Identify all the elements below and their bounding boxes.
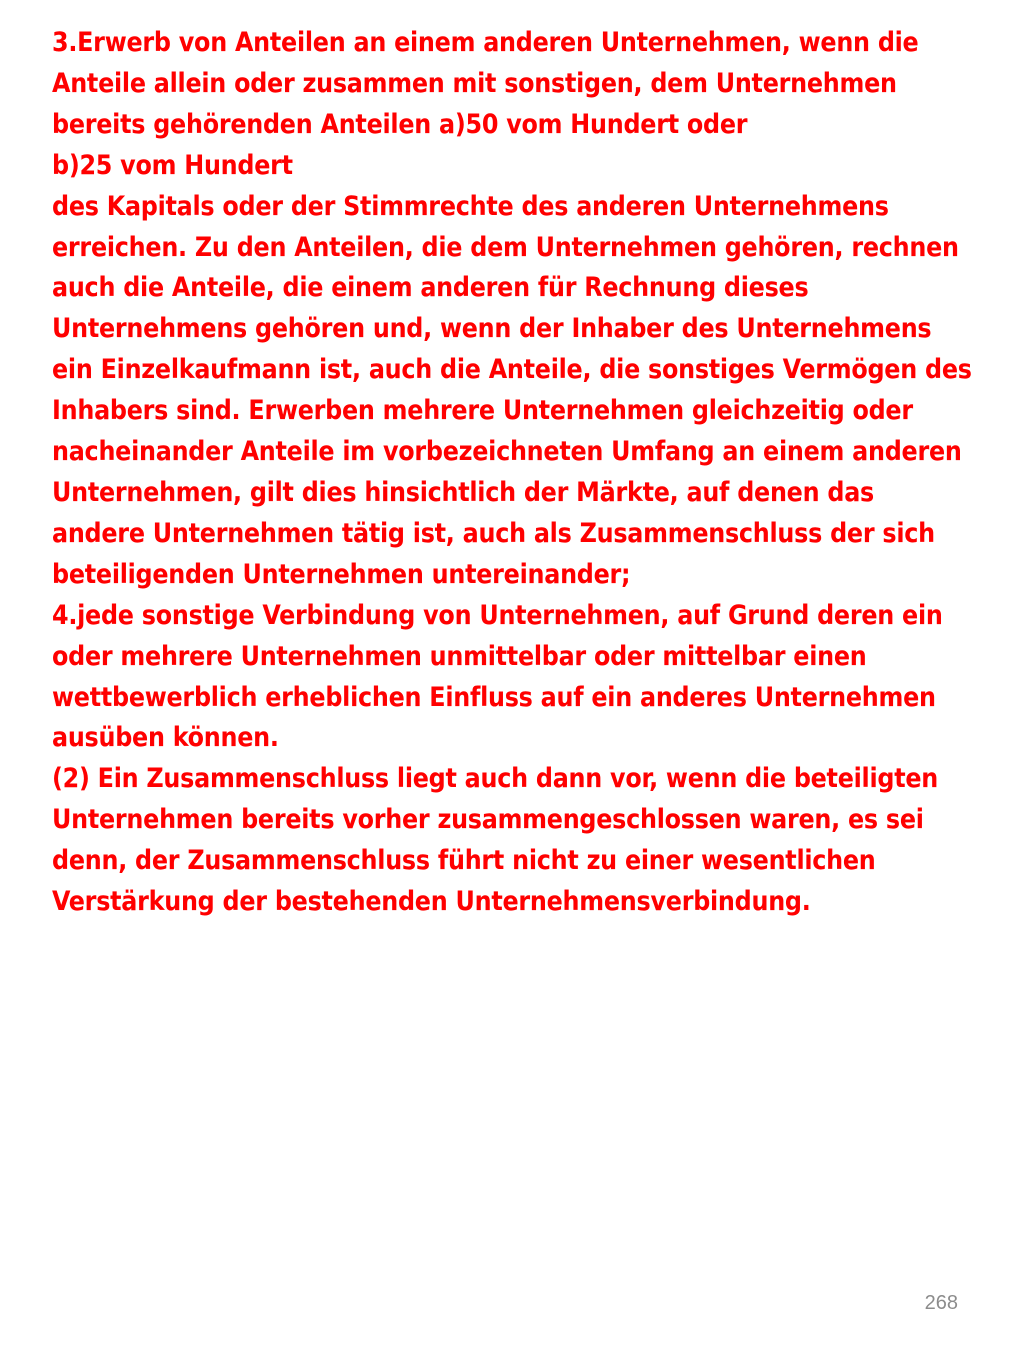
slide-body-text <box>52 23 972 923</box>
paragraph-capital-voting-rights: des Kapitals oder der Stimmrechte des anderen Unternehmens erreichen. Zu den Anteilen, die dem Unternehmen gehören, rechnen auch die Anteile, die einem anderen für Rechnung dieses Unternehmens gehören und, wenn der Inhaber des Unternehmens ein Einzelkaufmann ist, auch die Anteile, die sonstiges Vermögen des Inhabers sind. Erwerben mehrere Unternehmen gleichzeitig oder nacheinander Anteile im vorbezeichneten Umfang an einem anderen Unternehmen, gilt dies hinsichtlich der Märkte, auf denen das andere Unternehmen tätig ist, auch als Zusammenschluss der sich beteiligenden Unternehmen untereinander; <box>52 190 972 590</box>
paragraph-section-2: (2) Ein Zusammenschluss liegt auch dann vor, wenn die beteiligten Unternehmen bereits vorher zusammengeschlossen waren, es sei denn, der Zusammenschluss führt nicht zu einer wesentlichen Verstärkung der bestehenden Unternehmensverbindung. <box>52 763 938 918</box>
paragraph-other-connection: 4.jede sonstige Verbindung von Unternehmen, auf Grund deren ein oder mehrere Unternehmen unmittelbar oder mittelbar einen wettbewerblich erheblichen Einfluss auf ein anderes Unternehmen ausüben können. <box>52 599 943 754</box>
page-number: 268 <box>924 1292 958 1314</box>
paragraph-acquisition-of-shares: 3.Erwerb von Anteilen an einem anderen Unternehmen, wenn die Anteile allein oder zusammen mit sonstigen, dem Unternehmen bereits gehörenden Anteilen a)50 vom Hundert oder <box>52 27 919 140</box>
paragraph-25-percent: b)25 vom Hundert <box>52 149 293 181</box>
